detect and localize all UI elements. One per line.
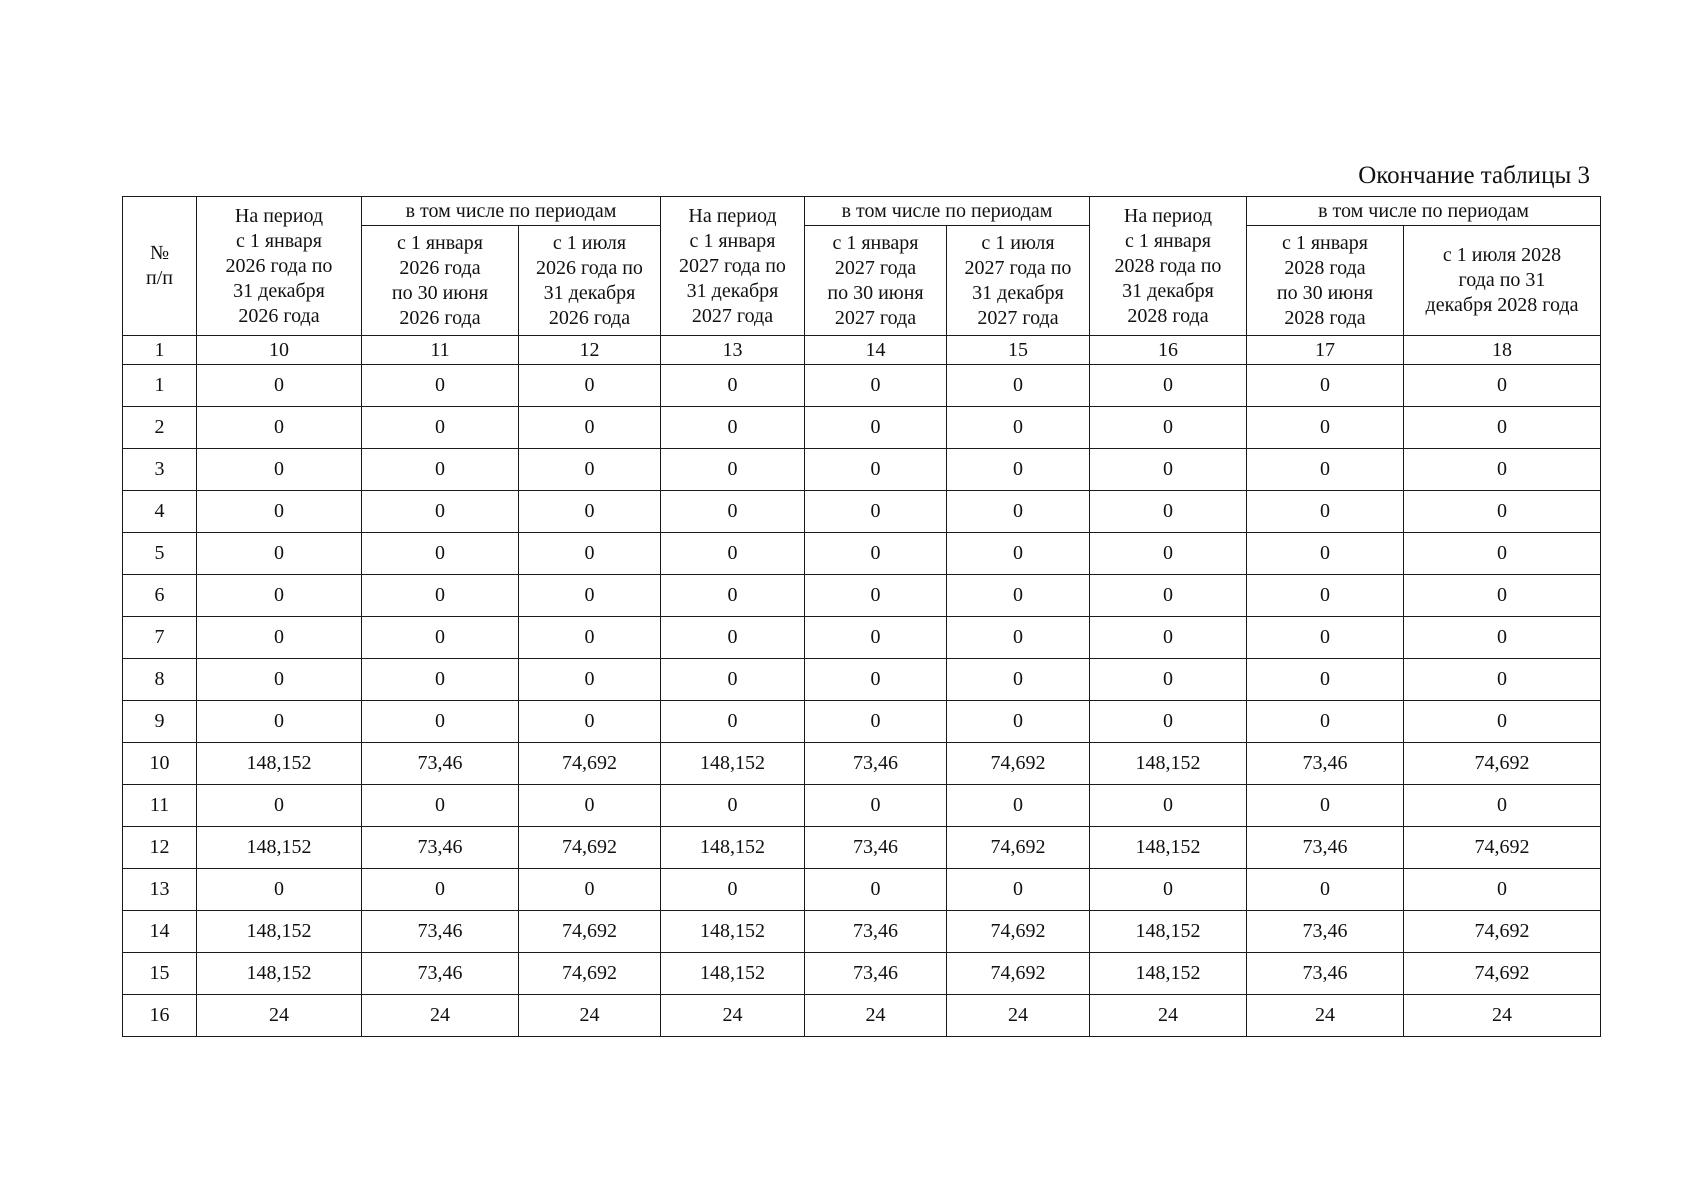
value-cell: 24 <box>1404 995 1601 1037</box>
value-cell: 0 <box>1404 575 1601 617</box>
value-cell: 74,692 <box>947 743 1090 785</box>
value-cell: 0 <box>519 617 661 659</box>
value-cell: 24 <box>947 995 1090 1037</box>
value-cell: 74,692 <box>947 827 1090 869</box>
value-cell: 0 <box>805 533 947 575</box>
value-cell: 0 <box>661 575 805 617</box>
value-cell: 0 <box>197 869 362 911</box>
value-cell: 0 <box>362 659 519 701</box>
value-cell: 73,46 <box>805 743 947 785</box>
value-cell: 0 <box>661 407 805 449</box>
value-cell: 0 <box>1247 785 1404 827</box>
column-number-row <box>123 336 1601 365</box>
table-row <box>123 659 1601 701</box>
value-cell: 0 <box>1090 491 1247 533</box>
value-cell: 0 <box>362 449 519 491</box>
value-cell: 73,46 <box>362 953 519 995</box>
value-cell: 73,46 <box>1247 911 1404 953</box>
value-cell: 0 <box>1247 617 1404 659</box>
value-cell: 73,46 <box>1247 743 1404 785</box>
value-cell: 0 <box>197 617 362 659</box>
value-cell: 0 <box>805 617 947 659</box>
value-cell: 0 <box>661 701 805 743</box>
value-cell: 0 <box>1404 449 1601 491</box>
table-row <box>123 365 1601 407</box>
value-cell: 24 <box>362 995 519 1037</box>
table-row <box>123 575 1601 617</box>
value-cell: 0 <box>1090 575 1247 617</box>
table-row <box>123 869 1601 911</box>
value-cell: 73,46 <box>362 827 519 869</box>
header-h1-2027: с 1 января 2027 года по 30 июня 2027 года <box>805 226 947 336</box>
value-cell: 0 <box>362 869 519 911</box>
value-cell: 0 <box>1090 701 1247 743</box>
row-number-cell: 1 <box>123 365 197 407</box>
value-cell: 0 <box>362 533 519 575</box>
value-cell: 148,152 <box>661 953 805 995</box>
value-cell: 0 <box>661 449 805 491</box>
value-cell: 0 <box>1090 659 1247 701</box>
value-cell: 0 <box>519 449 661 491</box>
value-cell: 0 <box>947 407 1090 449</box>
value-cell: 0 <box>1090 365 1247 407</box>
value-cell: 0 <box>661 659 805 701</box>
column-number-cell: 18 <box>1404 336 1601 365</box>
value-cell: 0 <box>947 701 1090 743</box>
value-cell: 0 <box>1247 365 1404 407</box>
table-row <box>123 491 1601 533</box>
column-number-cell: 15 <box>947 336 1090 365</box>
value-cell: 0 <box>947 659 1090 701</box>
value-cell: 0 <box>197 491 362 533</box>
value-cell: 0 <box>1404 407 1601 449</box>
value-cell: 0 <box>947 449 1090 491</box>
value-cell: 0 <box>362 575 519 617</box>
value-cell: 0 <box>947 575 1090 617</box>
value-cell: 0 <box>519 407 661 449</box>
value-cell: 148,152 <box>1090 953 1247 995</box>
value-cell: 0 <box>519 701 661 743</box>
value-cell: 74,692 <box>519 953 661 995</box>
value-cell: 0 <box>1090 407 1247 449</box>
table-row <box>123 449 1601 491</box>
value-cell: 0 <box>1404 365 1601 407</box>
value-cell: 148,152 <box>661 827 805 869</box>
header-h1-2026: с 1 января 2026 года по 30 июня 2026 года <box>362 226 519 336</box>
value-cell: 73,46 <box>1247 953 1404 995</box>
table-row <box>123 617 1601 659</box>
value-cell: 24 <box>661 995 805 1037</box>
value-cell: 0 <box>1090 617 1247 659</box>
column-number-cell: 11 <box>362 336 519 365</box>
row-number-cell: 13 <box>123 869 197 911</box>
value-cell: 0 <box>805 869 947 911</box>
header-period-2026: На период с 1 января 2026 года по 31 декабря 2026 года <box>197 197 362 336</box>
value-cell: 0 <box>1247 449 1404 491</box>
value-cell: 0 <box>1247 491 1404 533</box>
value-cell: 0 <box>805 785 947 827</box>
value-cell: 0 <box>362 617 519 659</box>
value-cell: 148,152 <box>1090 911 1247 953</box>
value-cell: 0 <box>805 407 947 449</box>
table-row <box>123 407 1601 449</box>
value-cell: 0 <box>1404 785 1601 827</box>
value-cell: 0 <box>1404 869 1601 911</box>
value-cell: 0 <box>1247 659 1404 701</box>
table-body <box>123 365 1601 1037</box>
table-caption: Окончание таблицы 3 <box>1358 162 1590 189</box>
value-cell: 0 <box>805 491 947 533</box>
row-number-cell: 3 <box>123 449 197 491</box>
value-cell: 0 <box>1247 701 1404 743</box>
row-number-cell: 6 <box>123 575 197 617</box>
value-cell: 0 <box>1247 869 1404 911</box>
value-cell: 0 <box>519 365 661 407</box>
value-cell: 0 <box>519 533 661 575</box>
value-cell: 74,692 <box>519 743 661 785</box>
value-cell: 0 <box>197 449 362 491</box>
table-row <box>123 827 1601 869</box>
value-cell: 0 <box>1247 575 1404 617</box>
row-number-cell: 11 <box>123 785 197 827</box>
value-cell: 148,152 <box>661 743 805 785</box>
table-row <box>123 953 1601 995</box>
value-cell: 0 <box>947 617 1090 659</box>
value-cell: 74,692 <box>1404 827 1601 869</box>
value-cell: 0 <box>1090 533 1247 575</box>
row-number-cell: 12 <box>123 827 197 869</box>
value-cell: 0 <box>362 407 519 449</box>
value-cell: 24 <box>1090 995 1247 1037</box>
value-cell: 0 <box>1404 533 1601 575</box>
row-number-cell: 9 <box>123 701 197 743</box>
value-cell: 73,46 <box>805 953 947 995</box>
value-cell: 73,46 <box>1247 827 1404 869</box>
value-cell: 0 <box>362 491 519 533</box>
value-cell: 0 <box>362 365 519 407</box>
value-cell: 0 <box>1247 407 1404 449</box>
value-cell: 0 <box>805 701 947 743</box>
table-row <box>123 911 1601 953</box>
value-cell: 0 <box>1404 617 1601 659</box>
row-number-cell: 2 <box>123 407 197 449</box>
value-cell: 24 <box>1247 995 1404 1037</box>
value-cell: 0 <box>362 701 519 743</box>
header-h1-2028: с 1 января 2028 года по 30 июня 2028 года <box>1247 226 1404 336</box>
value-cell: 0 <box>805 575 947 617</box>
header-period-2027: На период с 1 января 2027 года по 31 декабря 2027 года <box>661 197 805 336</box>
value-cell: 0 <box>661 365 805 407</box>
value-cell: 0 <box>805 365 947 407</box>
value-cell: 0 <box>1404 701 1601 743</box>
column-number-cell: 13 <box>661 336 805 365</box>
value-cell: 148,152 <box>1090 743 1247 785</box>
table-row <box>123 701 1601 743</box>
value-cell: 74,692 <box>1404 953 1601 995</box>
value-cell: 0 <box>661 617 805 659</box>
value-cell: 148,152 <box>1090 827 1247 869</box>
row-number-cell: 7 <box>123 617 197 659</box>
column-number-cell: 1 <box>123 336 197 365</box>
row-number-cell: 16 <box>123 995 197 1037</box>
value-cell: 73,46 <box>362 743 519 785</box>
tariff-table <box>122 196 1601 1037</box>
value-cell: 148,152 <box>197 911 362 953</box>
value-cell: 0 <box>1247 533 1404 575</box>
column-number-cell: 12 <box>519 336 661 365</box>
header-period-2028: На период с 1 января 2028 года по 31 декабря 2028 года <box>1090 197 1247 336</box>
value-cell: 0 <box>519 659 661 701</box>
value-cell: 0 <box>197 659 362 701</box>
header-group-2027: в том числе по периодам <box>805 197 1090 226</box>
value-cell: 0 <box>947 785 1090 827</box>
value-cell: 0 <box>197 575 362 617</box>
table-row <box>123 995 1601 1037</box>
column-number-cell: 16 <box>1090 336 1247 365</box>
value-cell: 74,692 <box>1404 743 1601 785</box>
row-number-cell: 15 <box>123 953 197 995</box>
value-cell: 0 <box>661 533 805 575</box>
value-cell: 0 <box>805 659 947 701</box>
value-cell: 148,152 <box>197 953 362 995</box>
header-h2-2028: с 1 июля 2028 года по 31 декабря 2028 года <box>1404 226 1601 336</box>
value-cell: 74,692 <box>947 953 1090 995</box>
header-h2-2026: с 1 июля 2026 года по 31 декабря 2026 года <box>519 226 661 336</box>
value-cell: 0 <box>1090 449 1247 491</box>
value-cell: 74,692 <box>947 911 1090 953</box>
value-cell: 0 <box>519 869 661 911</box>
header-h2-2027: с 1 июля 2027 года по 31 декабря 2027 года <box>947 226 1090 336</box>
value-cell: 148,152 <box>197 827 362 869</box>
row-number-cell: 14 <box>123 911 197 953</box>
value-cell: 0 <box>197 701 362 743</box>
value-cell: 74,692 <box>519 911 661 953</box>
value-cell: 0 <box>661 869 805 911</box>
value-cell: 73,46 <box>362 911 519 953</box>
header-group-2028: в том числе по периодам <box>1247 197 1601 226</box>
value-cell: 0 <box>197 365 362 407</box>
value-cell: 0 <box>362 785 519 827</box>
value-cell: 74,692 <box>519 827 661 869</box>
value-cell: 0 <box>1090 869 1247 911</box>
value-cell: 24 <box>197 995 362 1037</box>
value-cell: 0 <box>947 365 1090 407</box>
value-cell: 148,152 <box>197 743 362 785</box>
value-cell: 0 <box>519 575 661 617</box>
value-cell: 0 <box>197 533 362 575</box>
value-cell: 148,152 <box>661 911 805 953</box>
value-cell: 0 <box>661 785 805 827</box>
column-number-cell: 10 <box>197 336 362 365</box>
value-cell: 0 <box>197 785 362 827</box>
table-row <box>123 533 1601 575</box>
value-cell: 0 <box>519 491 661 533</box>
value-cell: 73,46 <box>805 911 947 953</box>
value-cell: 24 <box>519 995 661 1037</box>
row-number-cell: 10 <box>123 743 197 785</box>
value-cell: 0 <box>519 785 661 827</box>
value-cell: 0 <box>947 869 1090 911</box>
value-cell: 24 <box>805 995 947 1037</box>
value-cell: 0 <box>947 533 1090 575</box>
header-group-2026: в том числе по периодам <box>362 197 661 226</box>
value-cell: 0 <box>1404 491 1601 533</box>
table-row <box>123 743 1601 785</box>
value-cell: 0 <box>1090 785 1247 827</box>
table-row <box>123 785 1601 827</box>
value-cell: 74,692 <box>1404 911 1601 953</box>
value-cell: 0 <box>197 407 362 449</box>
value-cell: 0 <box>661 491 805 533</box>
row-number-cell: 5 <box>123 533 197 575</box>
value-cell: 0 <box>1404 659 1601 701</box>
header-row-number: № п/п <box>123 197 197 336</box>
value-cell: 0 <box>947 491 1090 533</box>
column-number-cell: 14 <box>805 336 947 365</box>
value-cell: 0 <box>805 449 947 491</box>
value-cell: 73,46 <box>805 827 947 869</box>
row-number-cell: 4 <box>123 491 197 533</box>
column-number-cell: 17 <box>1247 336 1404 365</box>
row-number-cell: 8 <box>123 659 197 701</box>
